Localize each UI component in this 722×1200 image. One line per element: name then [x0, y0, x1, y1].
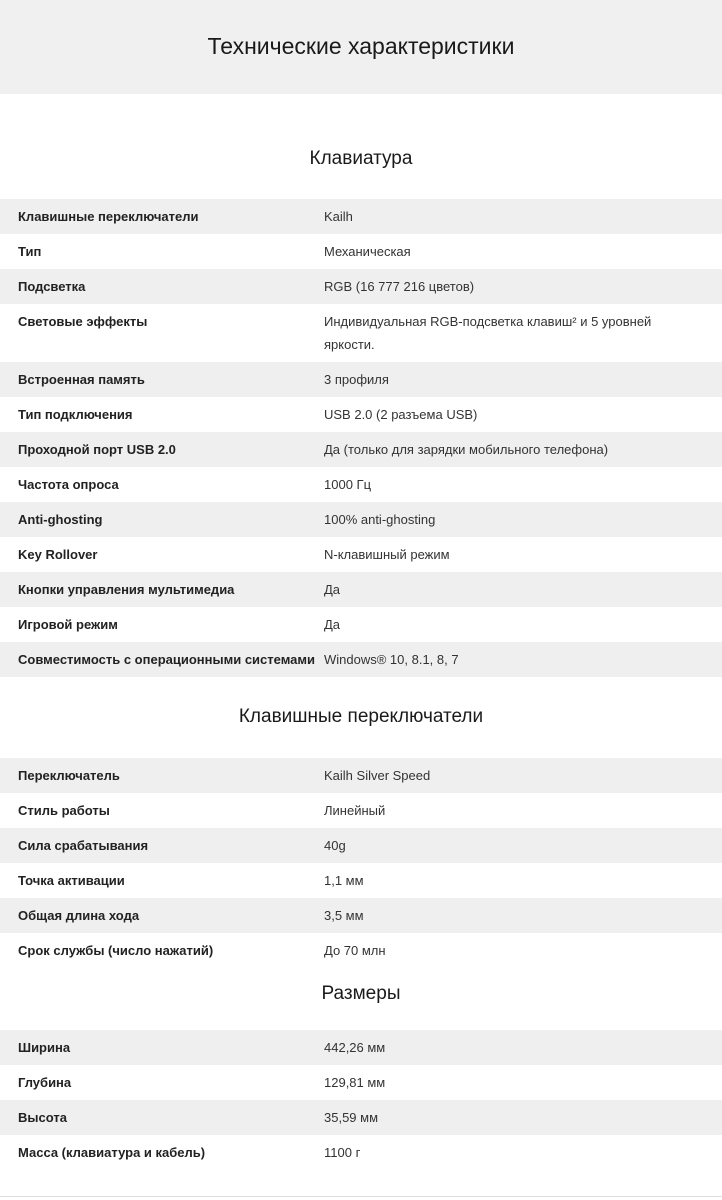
spec-value: До 70 млн: [324, 943, 386, 958]
divider: [0, 1196, 722, 1197]
spec-row: [0, 304, 722, 362]
spec-row: [0, 1030, 722, 1065]
spec-value: 3 профиля: [324, 372, 389, 387]
spec-value: Kailh: [324, 209, 353, 224]
spec-row: [0, 1100, 722, 1135]
page-header: [0, 0, 722, 94]
spec-label: Сила срабатывания: [18, 838, 149, 853]
section-keyboard: [0, 94, 722, 677]
spec-value: 1,1 мм: [324, 873, 364, 888]
spec-value: Windows® 10, 8.1, 8, 7: [324, 652, 459, 667]
spec-value: Да: [324, 617, 341, 632]
spec-value: Механическая: [324, 244, 411, 259]
spec-row: [0, 642, 722, 677]
spec-label: Тип: [18, 244, 42, 259]
section-title: Клавишные переключатели: [238, 706, 484, 727]
spec-value: 442,26 мм: [324, 1040, 386, 1055]
spec-label: Тип подключения: [18, 407, 133, 422]
spec-table: [0, 758, 722, 968]
spec-row: [0, 502, 722, 537]
spec-label: Масса (клавиатура и кабель): [18, 1145, 206, 1160]
spec-label: Подсветка: [18, 279, 86, 294]
spec-row: [0, 863, 722, 898]
spec-row: [0, 1065, 722, 1100]
spec-row: [0, 199, 722, 234]
spec-table: [0, 1030, 722, 1170]
spec-row: [0, 537, 722, 572]
spec-label: Срок службы (число нажатий): [18, 943, 214, 958]
spec-value: Да (только для зарядки мобильного телефона): [324, 442, 609, 457]
spec-label: Ширина: [18, 1040, 71, 1055]
spec-value: N-клавишный режим: [324, 547, 450, 562]
spec-value: 1100 г: [324, 1145, 361, 1160]
spec-row: [0, 933, 722, 968]
spec-value: Kailh Silver Speed: [324, 768, 431, 783]
section-title: Клавиатура: [309, 148, 413, 169]
spec-value: 129,81 мм: [324, 1075, 386, 1090]
spec-label: Кнопки управления мультимедиа: [18, 582, 235, 597]
spec-label: Клавишные переключатели: [18, 209, 199, 224]
spec-label: Частота опроса: [18, 477, 119, 492]
spec-value: 3,5 мм: [324, 908, 364, 923]
spec-label: Переключатель: [18, 768, 120, 783]
spec-label: Высота: [18, 1110, 67, 1125]
spec-table: [0, 199, 722, 677]
spec-row: [0, 397, 722, 432]
section-title: Размеры: [321, 983, 401, 1004]
spec-row: [0, 234, 722, 269]
section-dimensions: [0, 968, 722, 1197]
spec-row: [0, 607, 722, 642]
spec-label: Глубина: [18, 1075, 72, 1090]
spec-value: 35,59 мм: [324, 1110, 379, 1125]
spec-label: Световые эффекты: [18, 314, 148, 329]
spec-row: [0, 467, 722, 502]
spec-value: Линейный: [324, 803, 386, 818]
spec-row: [0, 362, 722, 397]
spec-row: [0, 793, 722, 828]
spec-row: [0, 572, 722, 607]
page-title: Технические характеристики: [207, 32, 515, 59]
spec-label: Стиль работы: [18, 803, 110, 818]
spec-row: [0, 432, 722, 467]
spec-label: Anti-ghosting: [18, 512, 103, 527]
spec-label: Совместимость с операционными системами: [18, 652, 315, 667]
spec-row: [0, 758, 722, 793]
spec-value: USB 2.0 (2 разъема USB): [324, 407, 478, 422]
spec-value: 1000 Гц: [324, 477, 372, 492]
spec-value: Да: [324, 582, 341, 597]
spec-label: Проходной порт USB 2.0: [18, 442, 176, 457]
spec-label: Key Rollover: [18, 547, 98, 562]
spec-label: Общая длина хода: [18, 908, 140, 923]
spec-value: Индивидуальная RGB-подсветка клавиш² и 5 уровней яркости.: [324, 314, 652, 352]
spec-row: [0, 1135, 722, 1170]
spec-row: [0, 269, 722, 304]
spec-label: Встроенная память: [18, 372, 145, 387]
spec-label: Игровой режим: [18, 617, 118, 632]
spec-value: 100% anti-ghosting: [324, 512, 436, 527]
spec-row: [0, 898, 722, 933]
spec-row: [0, 828, 722, 863]
section-switches: [0, 677, 722, 968]
spec-value: 40g: [324, 838, 346, 853]
spec-label: Точка активации: [18, 873, 125, 888]
spec-value: RGB (16 777 216 цветов): [324, 279, 475, 294]
